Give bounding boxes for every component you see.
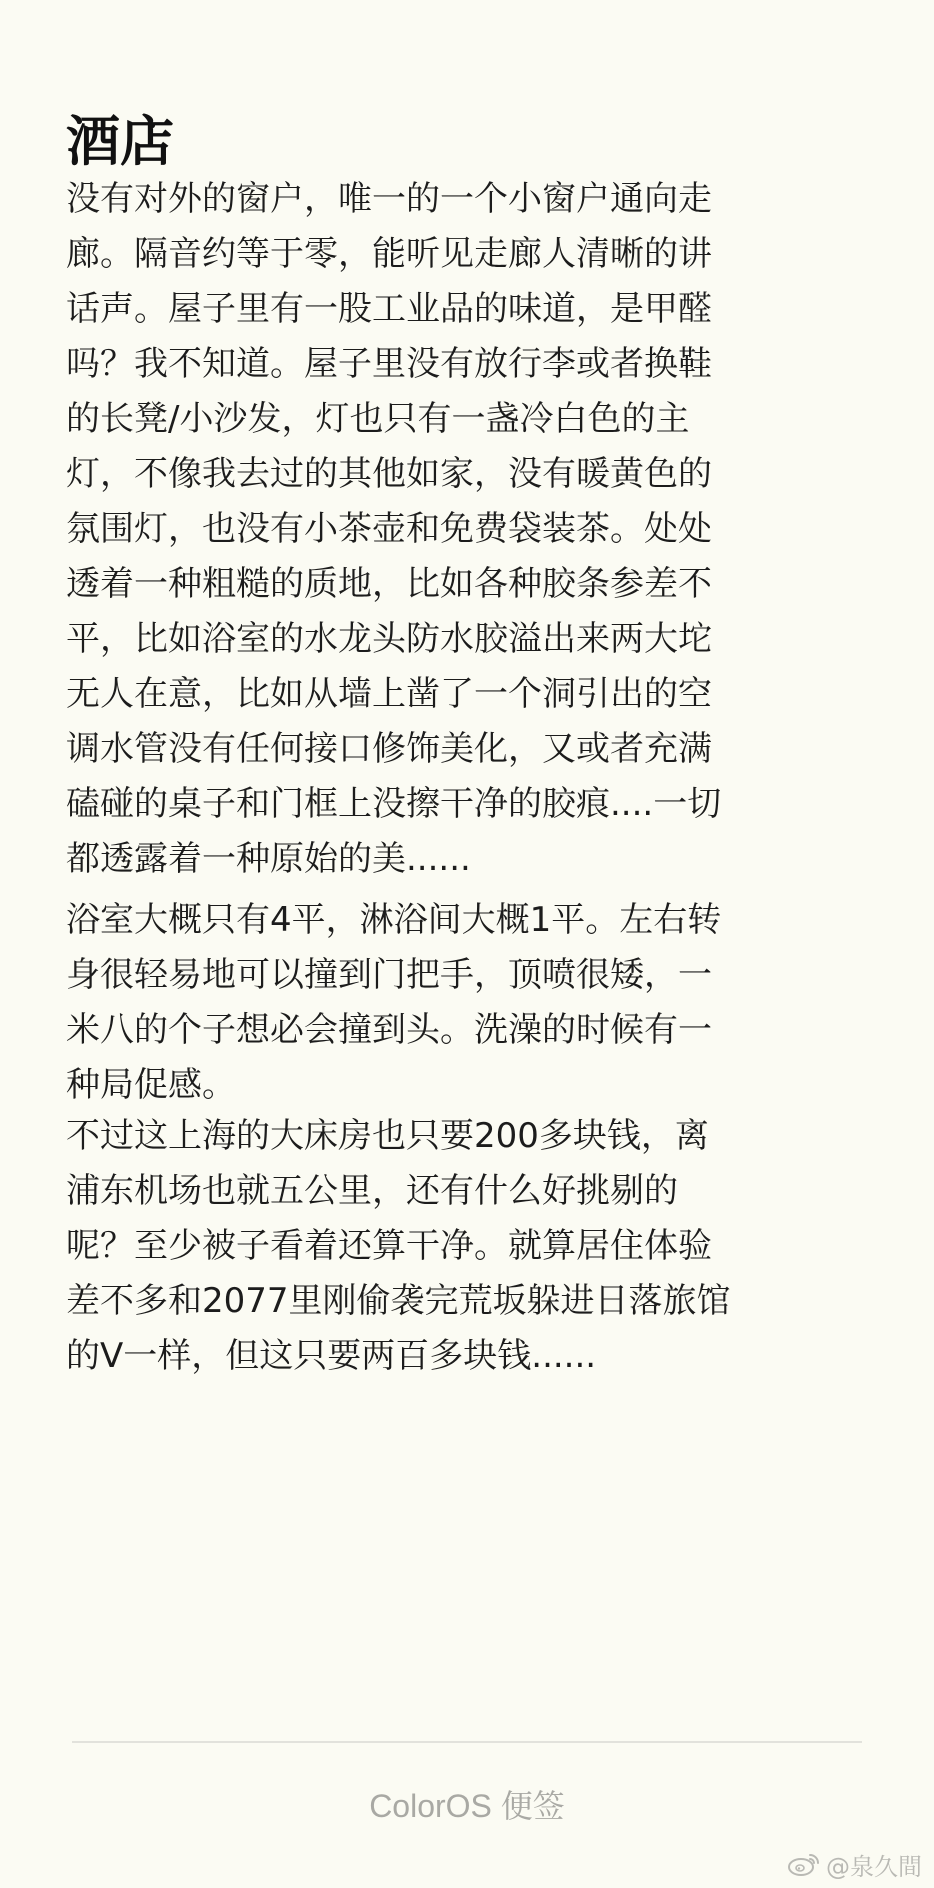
note-title: 酒店 bbox=[66, 110, 174, 173]
paragraph-line: 的V一样，但这只要两百多块钱...... bbox=[66, 1336, 597, 1376]
paragraph-line: 差不多和2077里刚偷袭完荒坂躲进日落旅馆 bbox=[66, 1281, 731, 1321]
paragraph-line: 磕碰的桌子和门框上没擦干净的胶痕....一切 bbox=[66, 784, 722, 824]
watermark-handle: @泉久間 bbox=[826, 1852, 922, 1881]
paragraph-line: 氛围灯，也没有小茶壶和免费袋装茶。处处 bbox=[66, 509, 712, 549]
paragraph-line: 浴室大概只有4平，淋浴间大概1平。左右转 bbox=[66, 900, 722, 940]
note-paragraph-2 bbox=[66, 893, 872, 1113]
paragraph-line: 呢？至少被子看着还算干净。就算居住体验 bbox=[66, 1226, 712, 1266]
paragraph-line: 米八的个子想必会撞到头。洗澡的时候有一 bbox=[66, 1010, 712, 1050]
weibo-watermark bbox=[786, 1848, 922, 1880]
paragraph-line: 吗？我不知道。屋子里没有放行李或者换鞋 bbox=[66, 344, 712, 384]
note-paragraph-3 bbox=[66, 1109, 872, 1384]
paragraph-line: 种局促感。 bbox=[66, 1065, 236, 1105]
paragraph-line: 的长凳/小沙发，灯也只有一盏冷白色的主 bbox=[66, 399, 690, 439]
note-paragraph-1 bbox=[66, 172, 872, 887]
paragraph-line: 都透露着一种原始的美...... bbox=[66, 839, 471, 879]
paragraph-line: 不过这上海的大床房也只要200多块钱，离 bbox=[66, 1116, 709, 1156]
paragraph-line: 调水管没有任何接口修饰美化，又或者充满 bbox=[66, 729, 712, 769]
weibo-logo-icon bbox=[786, 1851, 822, 1877]
paragraph-line: 平，比如浴室的水龙头防水胶溢出来两大坨 bbox=[66, 619, 712, 659]
paragraph-line: 话声。屋子里有一股工业品的味道，是甲醛 bbox=[66, 289, 712, 329]
app-signature: ColorOS 便签 bbox=[369, 1788, 565, 1824]
paragraph-line: 灯，不像我去过的其他如家，没有暖黄色的 bbox=[66, 454, 712, 494]
footer-divider bbox=[72, 1741, 862, 1743]
paragraph-line: 身很轻易地可以撞到门把手，顶喷很矮，一 bbox=[66, 955, 712, 995]
paragraph-line: 无人在意，比如从墙上凿了一个洞引出的空 bbox=[66, 674, 712, 714]
paragraph-line: 浦东机场也就五公里，还有什么好挑剔的 bbox=[66, 1171, 678, 1211]
paragraph-line: 没有对外的窗户，唯一的一个小窗户通向走 bbox=[66, 179, 712, 219]
paragraph-line: 透着一种粗糙的质地，比如各种胶条参差不 bbox=[66, 564, 712, 604]
paragraph-line: 廊。隔音约等于零，能听见走廊人清晰的讲 bbox=[66, 234, 712, 274]
